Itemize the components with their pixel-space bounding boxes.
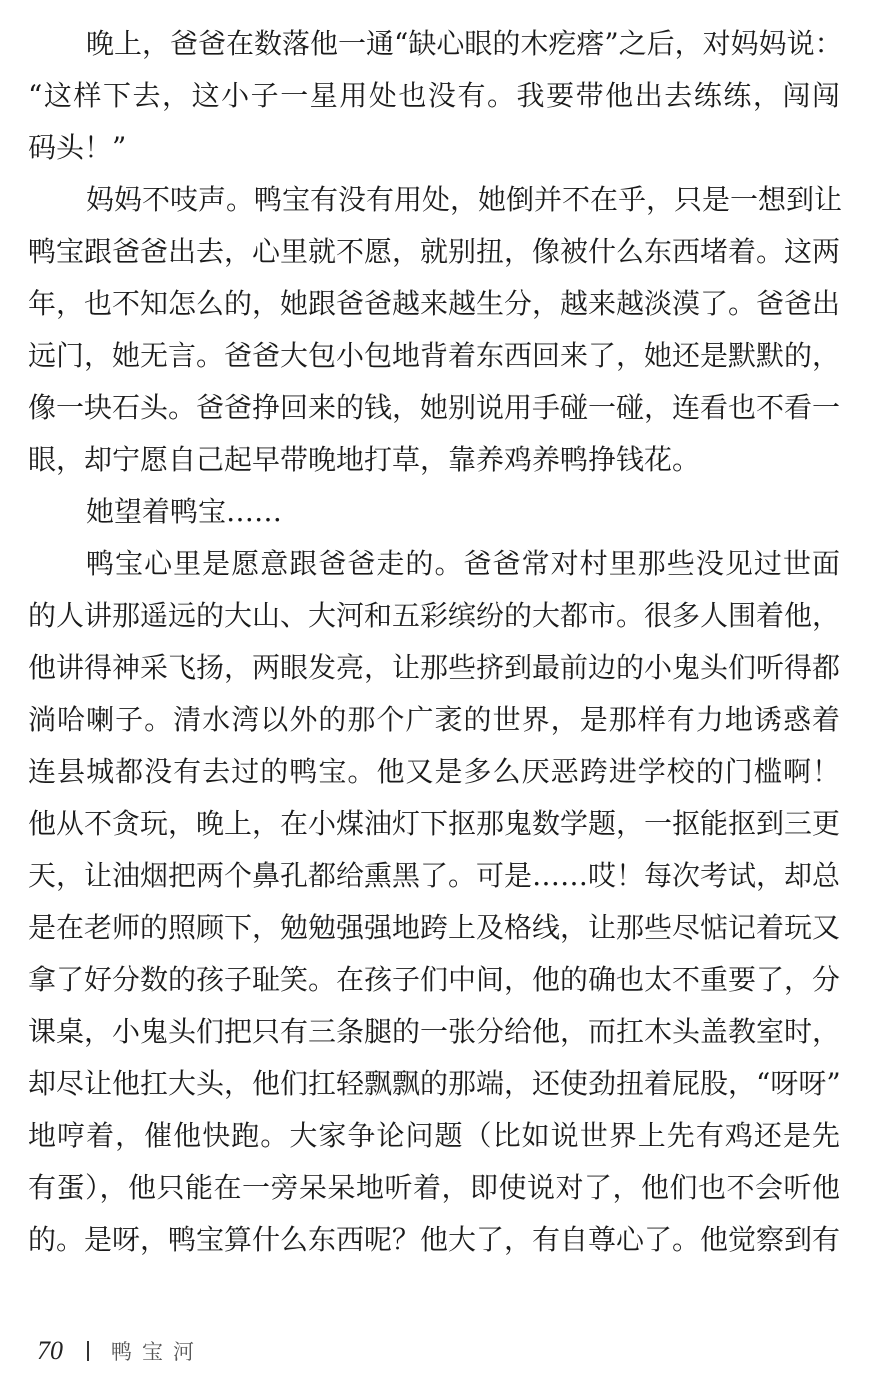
- text-line: 像一块石头。爸爸挣回来的钱，她别说用手碰一碰，连看也不看一: [28, 391, 841, 424]
- text-line: 天，让油烟把两个鼻孔都给熏黑了。可是……哎！每次考试，却总: [28, 859, 841, 892]
- text-line: 的。是呀，鸭宝算什么东西呢？他大了，有自尊心了。他觉察到有: [28, 1223, 841, 1256]
- text-line: 鸭宝心里是愿意跟爸爸走的。爸爸常对村里那些没见过世面: [86, 547, 840, 580]
- text-line: 的人讲那遥远的大山、大河和五彩缤纷的大都市。很多人围着他，: [28, 599, 841, 632]
- text-line: 是在老师的照顾下，勉勉强强地跨上及格线，让那些尽惦记着玩又: [28, 911, 841, 944]
- text-line: 淌哈喇子。清水湾以外的那个广袤的世界，是那样有力地诱惑着: [28, 703, 840, 736]
- text-line: 他从不贪玩，晚上，在小煤油灯下抠那鬼数学题，一抠能抠到三更: [28, 807, 841, 840]
- text-line: 地哼着，催他快跑。大家争论问题（比如说世界上先有鸡还是先: [28, 1119, 840, 1152]
- text-line: 码头！”: [28, 131, 127, 164]
- text-line: 她望着鸭宝……: [86, 495, 283, 528]
- text-line: 却尽让他扛大头，他们扛轻飘飘的那端，还使劲扭着屁股，“呀呀”: [28, 1067, 841, 1100]
- text-line: 年，也不知怎么的，她跟爸爸越来越生分，越来越淡漠了。爸爸出: [28, 287, 841, 320]
- text-line: 课桌，小鬼头们把只有三条腿的一张分给他，而扛木头盖教室时，: [28, 1015, 841, 1048]
- text-line: “这样下去，这小子一星用处也没有。我要带他出去练练，闯闯: [28, 79, 840, 112]
- footer-divider: [87, 1341, 89, 1361]
- book-title: 鸭宝河: [111, 1340, 204, 1364]
- text-line: 妈妈不吱声。鸭宝有没有用处，她倒并不在乎，只是一想到让: [86, 183, 843, 216]
- text-line: 他讲得神采飞扬，两眼发亮，让那些挤到最前边的小鬼头们听得都: [28, 651, 841, 684]
- text-line: 晚上，爸爸在数落他一通“缺心眼的木疙瘩”之后，对妈妈说：: [86, 27, 843, 60]
- page-body: [28, 18, 843, 1266]
- text-line: 拿了好分数的孩子耻笑。在孩子们中间，他的确也太不重要了，分: [28, 963, 841, 996]
- text-line: 眼，却宁愿自己起早带晚地打草，靠养鸡养鸭挣钱花。: [28, 443, 701, 476]
- page-number: 70: [37, 1336, 63, 1365]
- page-footer: [37, 1334, 204, 1368]
- text-line: 远门，她无言。爸爸大包小包地背着东西回来了，她还是默默的，: [28, 339, 841, 372]
- text-line: 有蛋），他只能在一旁呆呆地听着，即使说对了，他们也不会听他: [28, 1171, 840, 1204]
- text-line: 鸭宝跟爸爸出去，心里就不愿，就别扭，像被什么东西堵着。这两: [28, 235, 841, 268]
- text-line: 连县城都没有去过的鸭宝。他又是多么厌恶跨进学校的门槛啊！: [28, 755, 840, 788]
